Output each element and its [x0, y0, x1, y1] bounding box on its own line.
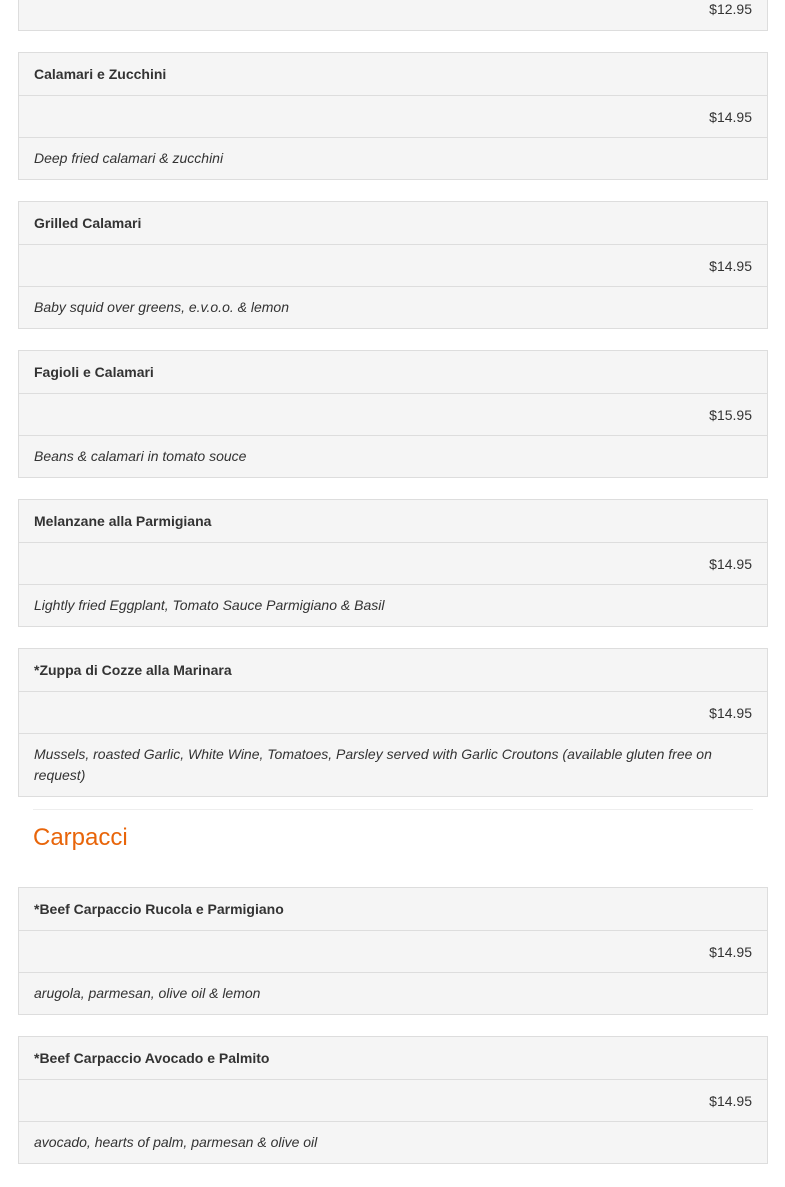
item-name: *Beef Carpaccio Rucola e Parmigiano: [34, 901, 284, 917]
item-price: $14.95: [19, 244, 767, 286]
item-price: $14.95: [19, 1079, 767, 1121]
item-description: Mussels, roasted Garlic, White Wine, Tomatoes, Parsley served with Garlic Croutons (available gluten free on request): [19, 733, 767, 796]
item-name: Melanzane alla Parmigiana: [34, 513, 212, 529]
menu-item-card: [18, 350, 768, 478]
menu-item-card: [18, 887, 768, 1015]
menu-list: [18, 0, 768, 1185]
menu-item-card: [18, 52, 768, 180]
item-price: $14.95: [19, 930, 767, 972]
item-description: Baby squid over greens, e.v.o.o. & lemon: [19, 286, 767, 328]
item-description: Lightly fried Eggplant, Tomato Sauce Parmigiano & Basil: [19, 584, 767, 626]
menu-item-card: [18, 0, 768, 31]
item-description: Beans & calamari in tomato souce: [19, 435, 767, 477]
item-price: $14.95: [19, 691, 767, 733]
menu-item-card: [18, 1036, 768, 1164]
item-name: Fagioli e Calamari: [34, 364, 154, 380]
item-name: Calamari e Zucchini: [34, 66, 167, 82]
menu-item-card: [18, 499, 768, 627]
item-price: $12.95: [709, 1, 752, 17]
item-description: avocado, hearts of palm, parmesan & olive oil: [19, 1121, 767, 1163]
item-price: $14.95: [19, 542, 767, 584]
item-description: arugola, parmesan, olive oil & lemon: [19, 972, 767, 1014]
menu-item-card: [18, 648, 768, 797]
item-price: $14.95: [19, 95, 767, 137]
section-divider: [33, 809, 753, 810]
item-name: *Beef Carpaccio Avocado e Palmito: [34, 1050, 270, 1066]
item-price: $15.95: [19, 393, 767, 435]
item-name: *Zuppa di Cozze alla Marinara: [34, 662, 232, 678]
item-name: Grilled Calamari: [34, 215, 142, 231]
item-description: Deep fried calamari & zucchini: [19, 137, 767, 179]
section-title: Carpacci: [33, 824, 128, 851]
menu-item-card: [18, 201, 768, 329]
